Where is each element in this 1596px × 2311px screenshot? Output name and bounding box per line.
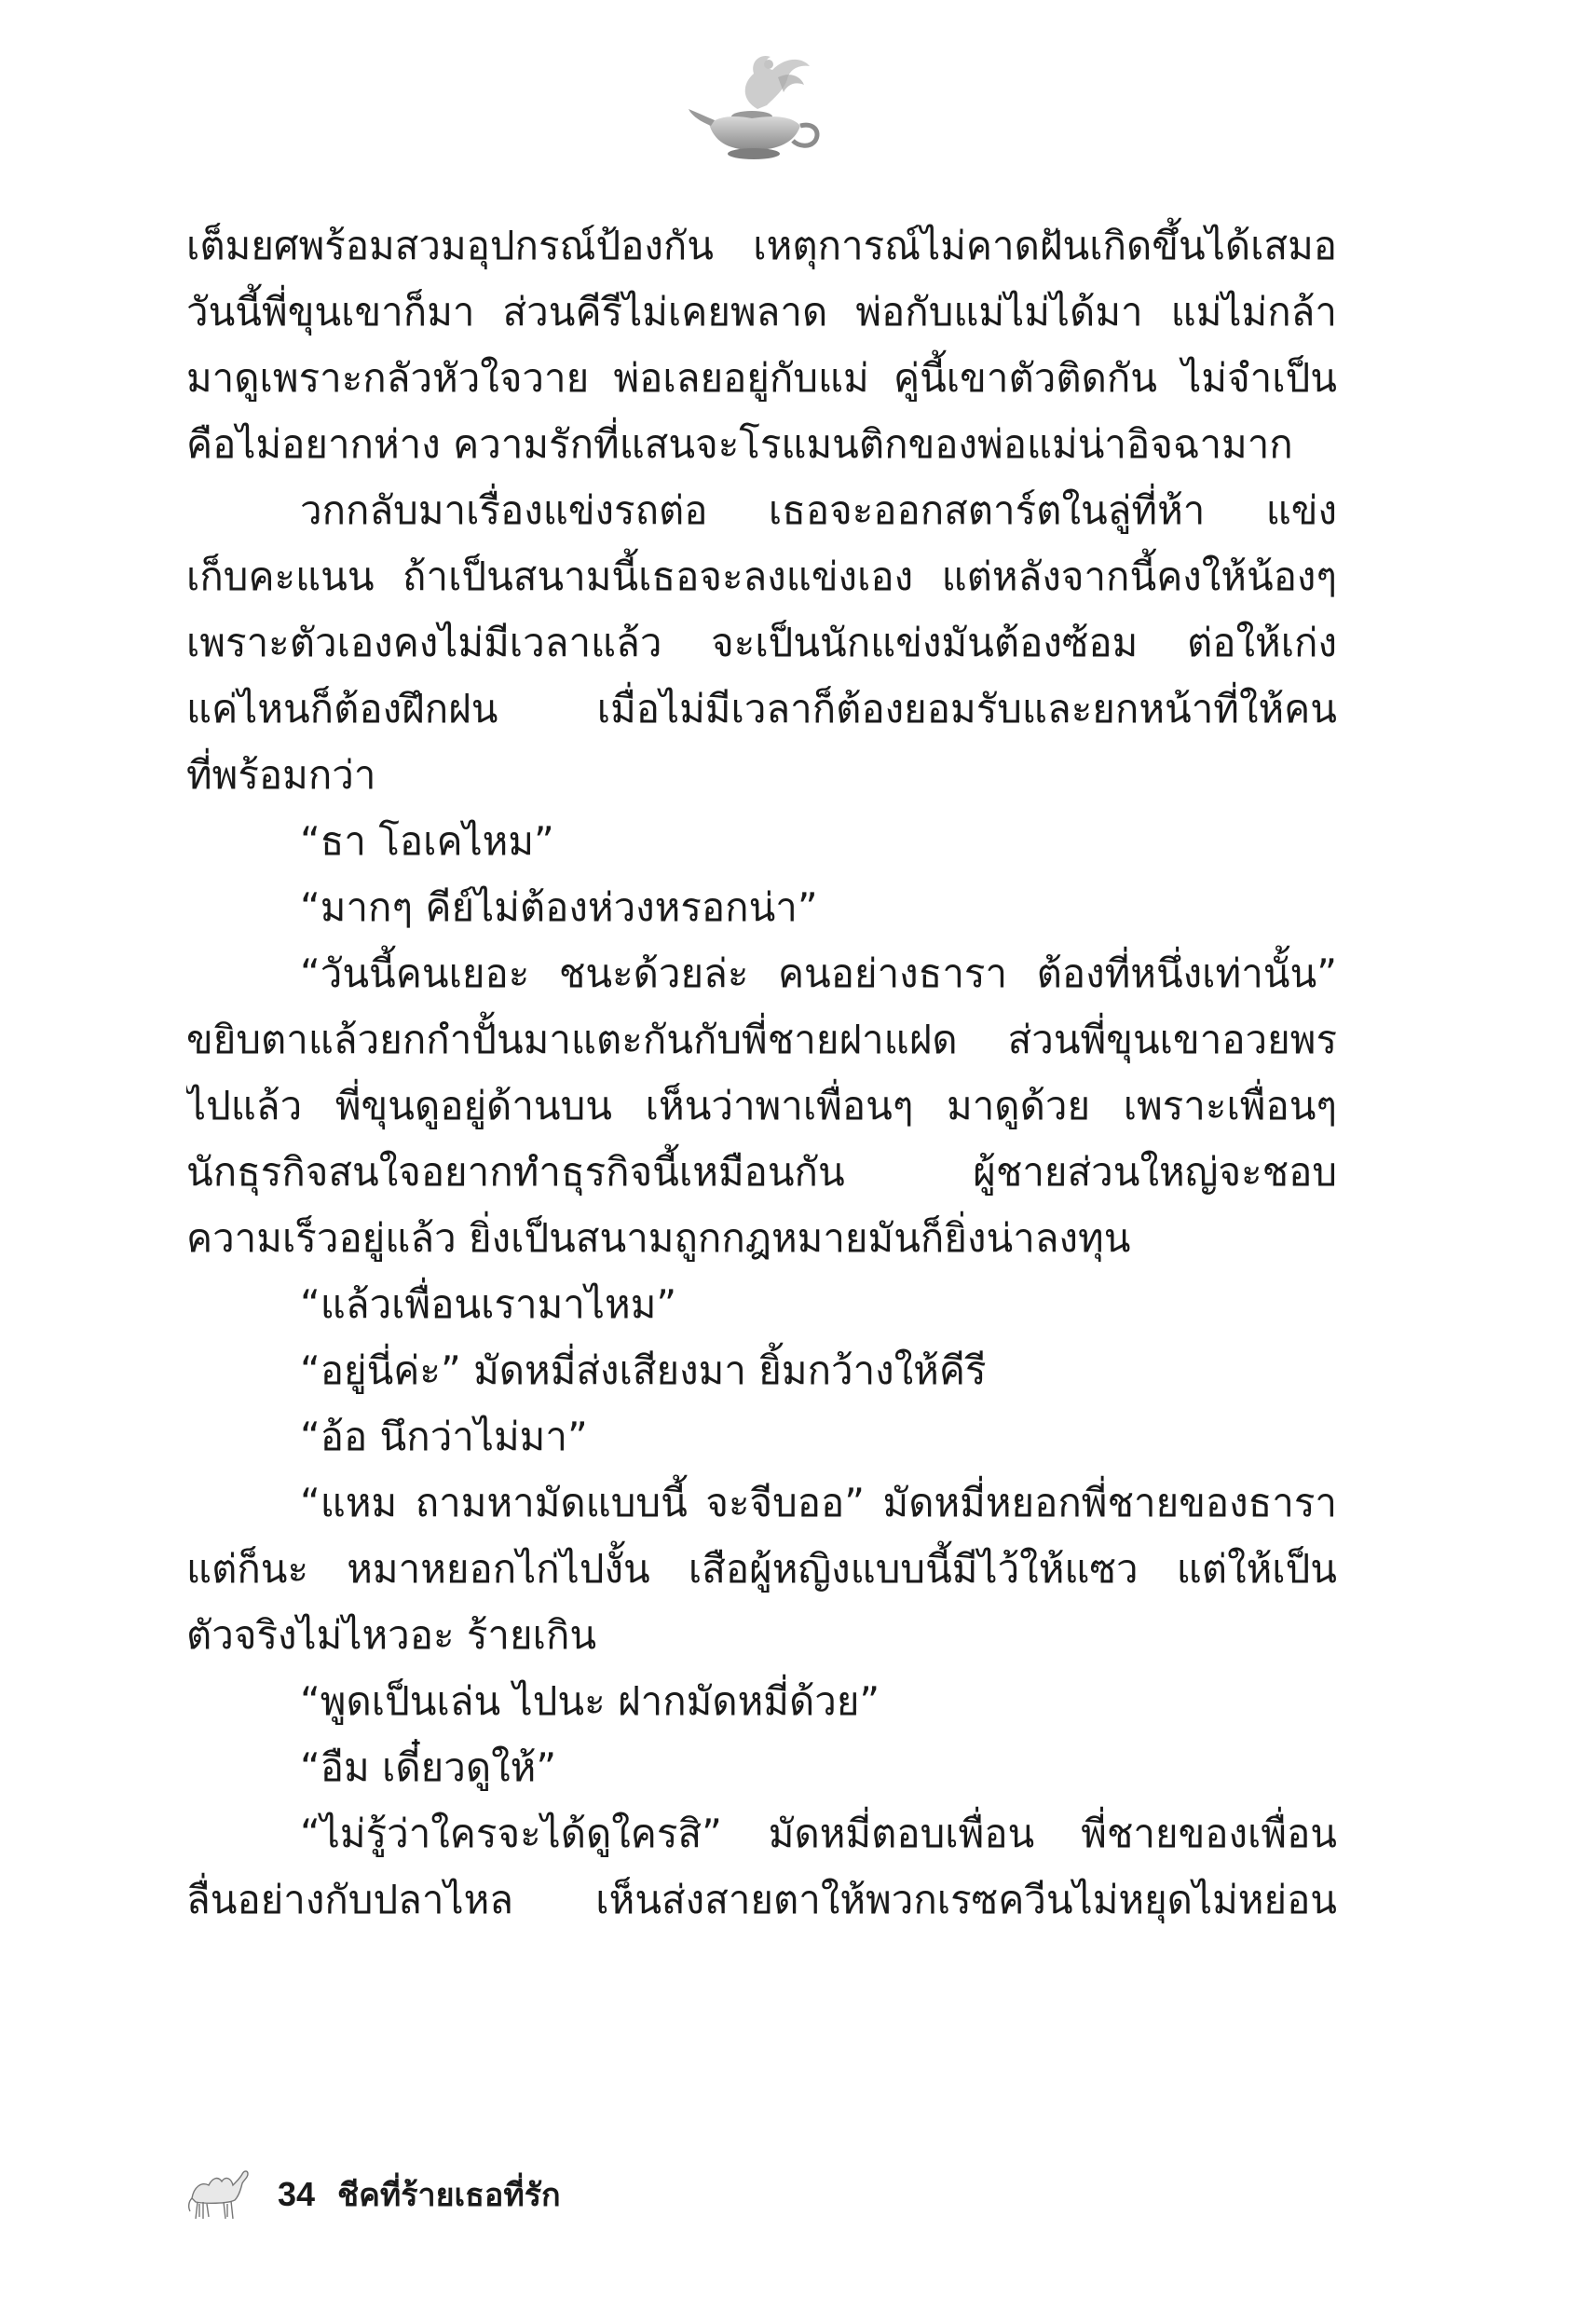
text-line: “มากๆ คีย์ไม่ต้องห่วงหรอกน่า” bbox=[300, 884, 818, 930]
page-footer bbox=[186, 2162, 561, 2227]
text-line: ที่พร้อมกว่า bbox=[186, 752, 376, 798]
page-number: 34 bbox=[278, 2175, 316, 2213]
body-text bbox=[186, 212, 1337, 1933]
text-line: “พูดเป็นเล่น ไปนะ ฝากมัดหมี่ด้วย” bbox=[300, 1678, 880, 1724]
text-line: ความเร็วอยู่แล้ว ยิ่งเป็นสนามถูกกฎหมายมันก็ยิ่งน่าลงทุน bbox=[186, 1215, 1131, 1261]
text-line: วกกลับมาเรื่องแข่งรถต่อ เธอจะออกสตาร์ตในลู่ที่ห้า แข่ง bbox=[300, 487, 1337, 533]
text-line: ขยิบตาแล้วยกกำปั้นมาแตะกันกับพี่ชายฝาแฝด ส่วนพี่ขุนเขาอวยพร bbox=[186, 1017, 1337, 1062]
text-line: วันนี้พี่ขุนเขาก็มา ส่วนคีรีไม่เคยพลาด พ่อกับแม่ไม่ได้มา แม่ไม่กล้า bbox=[186, 289, 1337, 335]
text-line: “วันนี้คนเยอะ ชนะด้วยล่ะ คนอย่างธารา ต้องที่หนึ่งเท่านั้น” bbox=[300, 950, 1337, 996]
text-line: “แหม ถามหามัดแบบนี้ จะจีบออ” มัดหมี่หยอกพี่ชายของธารา bbox=[300, 1480, 1337, 1525]
text-line: เพราะตัวเองคงไม่มีเวลาแล้ว จะเป็นนักแข่งมันต้องซ้อม ต่อให้เก่ง bbox=[186, 620, 1337, 665]
text-line: คือไม่อยากห่าง ความรักที่แสนจะโรแมนติกของพ่อแม่น่าอิจฉามาก bbox=[186, 421, 1293, 467]
text-line: “ไม่รู้ว่าใครจะได้ดูใครสิ” มัดหมี่ตอบเพื่อน พี่ชายของเพื่อน bbox=[300, 1811, 1337, 1856]
text-line: นักธุรกิจสนใจอยากทำธุรกิจนี้เหมือนกัน ผู้ชายส่วนใหญ่จะชอบ bbox=[186, 1149, 1337, 1195]
text-line: “อยู่นี่ค่ะ” มัดหมี่ส่งเสียงมา ยิ้มกว้างให้คีรี bbox=[300, 1347, 987, 1393]
text-line: “อ้อ นึกว่าไม่มา” bbox=[300, 1414, 588, 1459]
text-line: เต็มยศพร้อมสวมอุปกรณ์ป้องกัน เหตุการณ์ไม่คาดฝันเกิดขึ้นได้เสมอ bbox=[186, 223, 1337, 268]
text-line: แค่ไหนก็ต้องฝึกฝน เมื่อไม่มีเวลาก็ต้องยอมรับและยกหน้าที่ให้คน bbox=[186, 686, 1337, 732]
book-title: ชีคที่ร้ายเธอที่รัก bbox=[337, 2177, 561, 2214]
text-line: “ธา โอเคไหม” bbox=[300, 818, 554, 864]
text-line: ไปแล้ว พี่ขุนดูอยู่ด้านบน เห็นว่าพาเพื่อนๆ มาดูด้วย เพราะเพื่อนๆ bbox=[186, 1083, 1337, 1128]
text-line: “แล้วเพื่อนเรามาไหม” bbox=[300, 1281, 677, 1327]
text-line: ตัวจริงไม่ไหวอะ ร้ายเกิน bbox=[186, 1612, 597, 1658]
text-line: แต่ก็นะ หมาหยอกไก่ไปงั้น เสือผู้หญิงแบบนี้มีไว้ให้แซว แต่ให้เป็น bbox=[186, 1546, 1337, 1592]
camel-icon bbox=[186, 2167, 252, 2222]
genie-lamp-icon bbox=[685, 51, 825, 163]
text-line: ลื่นอย่างกับปลาไหล เห็นส่งสายตาให้พวกเรซควีนไม่หยุดไม่หย่อน bbox=[186, 1877, 1337, 1922]
text-line: มาดูเพราะกลัวหัวใจวาย พ่อเลยอยู่กับแม่ คู่นี้เขาตัวติดกัน ไม่จำเป็น bbox=[186, 355, 1337, 401]
text-line: “อืม เดี๋ยวดูให้” bbox=[300, 1744, 557, 1790]
text-line: เก็บคะแนน ถ้าเป็นสนามนี้เธอจะลงแข่งเอง แต่หลังจากนี้คงให้น้องๆ bbox=[186, 554, 1337, 599]
